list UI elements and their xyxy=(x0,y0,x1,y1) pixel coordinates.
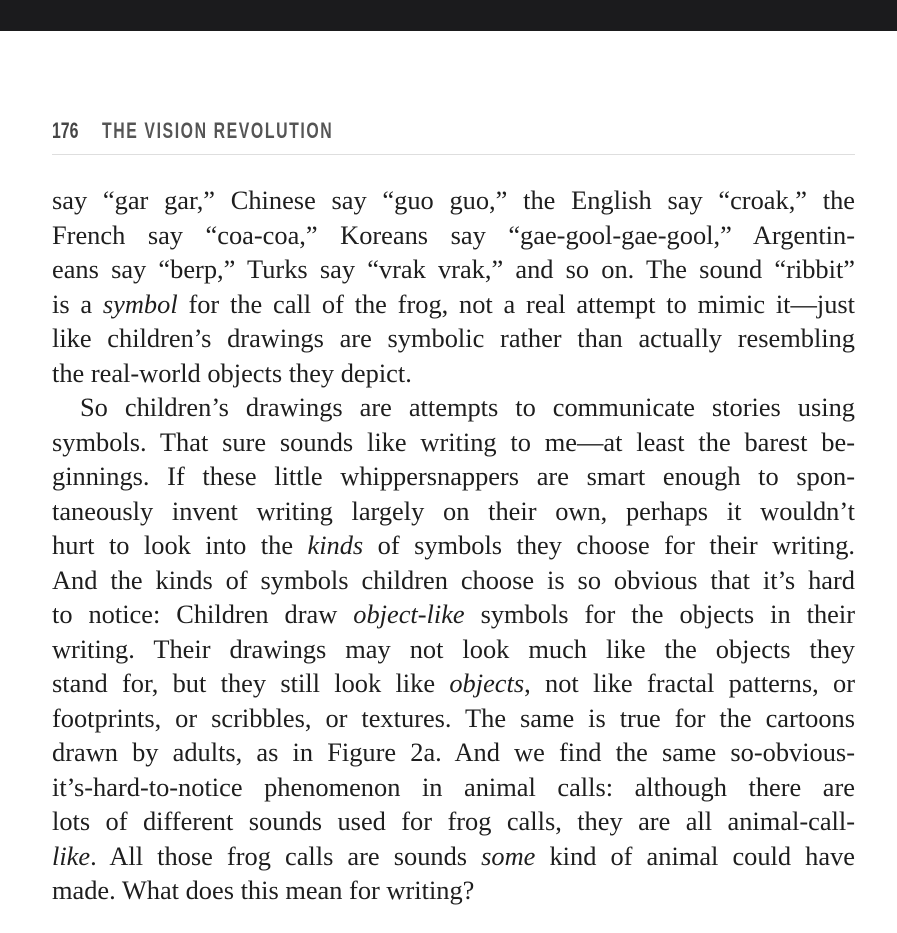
paragraph xyxy=(52,390,855,908)
text-line: taneously invent writing largely on their own, perhaps it wouldn’t xyxy=(52,495,855,526)
text-run: of symbols they choose for their writing. xyxy=(363,530,855,560)
text-run: for the call of the frog, not a real attempt to mimic it—just xyxy=(177,288,856,319)
text-line: lots of different sounds used for frog calls, they are all animal-call- xyxy=(52,806,855,836)
text-line: the real-world objects they depict. xyxy=(52,357,412,388)
text-run: is a xyxy=(52,288,103,319)
text-run: stand for, but they still look like xyxy=(52,668,450,698)
text-line: French say “coa-coa,” Koreans say “gae-gool-gae-gool,” Argentin- xyxy=(52,219,855,250)
text-line: And the kinds of symbols children choose is so obvious that it’s hard xyxy=(52,564,855,595)
text-line: writing. Their drawings may not look much like the objects they xyxy=(52,633,855,664)
body-text xyxy=(52,183,855,908)
text-run: hurt to look into the xyxy=(52,530,308,560)
page-number: 176 xyxy=(52,118,79,143)
text-line: ginnings. If these little whippersnappers are smart enough to spon- xyxy=(52,461,855,491)
text-line: footprints, or scribbles, or textures. The same is true for the cartoons xyxy=(52,702,855,733)
text-line xyxy=(52,287,855,322)
text-line xyxy=(52,839,855,874)
text-line: eans say “berp,” Turks say “vrak vrak,” and so on. The sound “ribbit” xyxy=(52,254,855,284)
text-line xyxy=(52,666,855,701)
emphasis: symbol xyxy=(102,288,178,319)
text-run: . All those frog calls are sounds xyxy=(90,840,482,871)
text-run: kind of animal could have xyxy=(535,840,855,871)
book-title: THE VISION REVOLUTION xyxy=(102,118,334,143)
text-line: drawn by adults, as in Figure 2a. And we find the same so-obvious- xyxy=(52,737,855,767)
emphasis: object-like xyxy=(353,599,465,629)
text-run: symbols for the objects in their xyxy=(464,599,855,629)
emphasis: kinds xyxy=(307,530,364,560)
text-line: like children’s drawings are symbolic rather than actually resembling xyxy=(52,323,855,353)
text-line xyxy=(52,528,855,563)
text-line: it’s-hard-to-notice phenomenon in animal calls: although there are xyxy=(52,771,855,802)
text-line: made. What does this mean for writing? xyxy=(52,875,475,905)
text-line: say “gar gar,” Chinese say “guo guo,” the English say “croak,” the xyxy=(52,185,855,215)
running-header xyxy=(52,116,855,155)
emphasis: some xyxy=(481,840,536,871)
emphasis: objects xyxy=(449,668,525,698)
text-run: , not like fractal patterns, or xyxy=(524,668,856,698)
text-run: to notice: Children draw xyxy=(52,599,354,629)
text-line: So children’s drawings are attempts to communicate stories using xyxy=(80,392,855,422)
text-line: symbols. That sure sounds like writing to me—at least the barest be- xyxy=(52,426,855,457)
top-bar xyxy=(0,0,897,31)
emphasis: like xyxy=(52,840,91,871)
text-line xyxy=(52,597,855,632)
paragraph xyxy=(52,183,855,390)
